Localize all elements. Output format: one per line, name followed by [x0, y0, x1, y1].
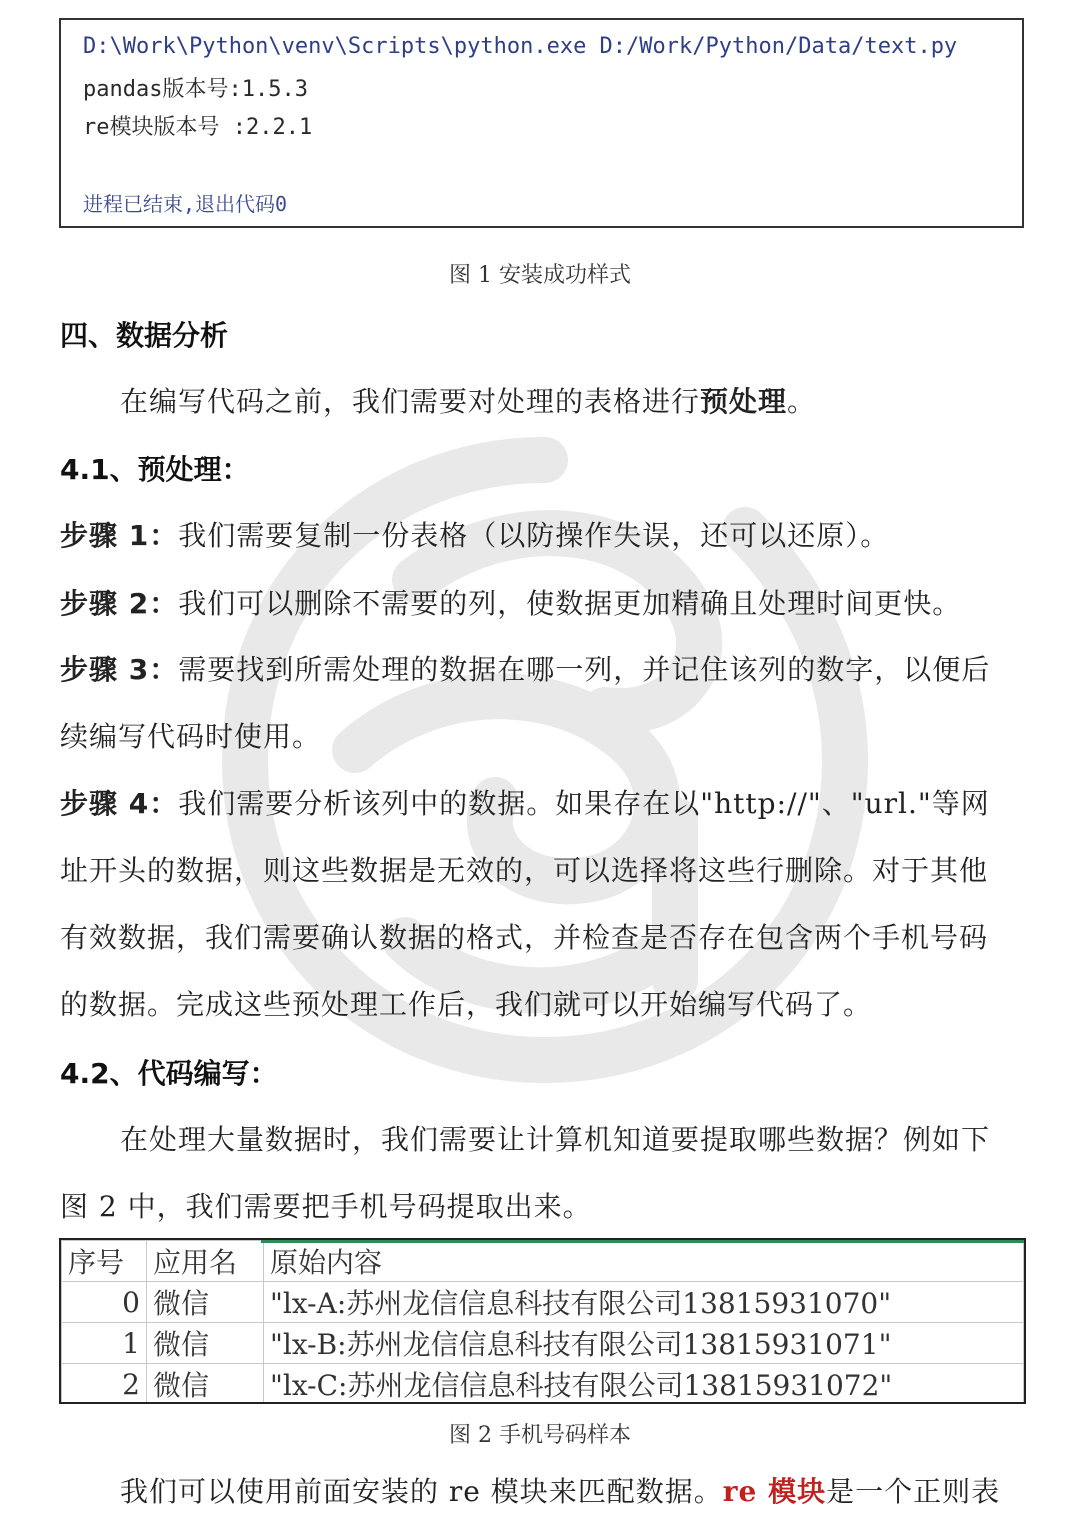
index-cell: 0	[62, 1282, 147, 1323]
step-4-line-3: 有效数据，我们需要确认数据的格式，并检查是否存在包含两个手机号码	[60, 921, 989, 954]
step-4-line-2: 址开头的数据，则这些数据是无效的，可以选择将这些行删除。对于其他	[60, 854, 989, 887]
raw-content-cell: "lx-C:苏州龙信信息科技有限公司13815931072"	[264, 1364, 1024, 1405]
step-label: 步骤 2：	[60, 587, 179, 620]
raw-content-cell: "lx-B:苏州龙信信息科技有限公司13815931071"	[264, 1323, 1024, 1364]
intro-text: 在编写代码之前，我们需要对处理的表格进行	[120, 385, 701, 418]
step-2	[60, 582, 1025, 622]
app-cell: 微信	[147, 1364, 264, 1405]
app-cell: 微信	[147, 1282, 264, 1323]
code-paragraph-line-2: 图 2 中，我们需要把手机号码提取出来。	[60, 1190, 592, 1223]
step-4-line-4: 的数据。完成这些预处理工作后，我们就可以开始编写代码了。	[60, 988, 873, 1021]
re-text-b: 是一个正则表	[826, 1475, 1001, 1508]
step-3-continued: 续编写代码时使用。	[60, 720, 322, 753]
phone-sample-table	[59, 1238, 1026, 1404]
header-cell: 应用名	[147, 1241, 264, 1282]
figure-1-caption: 图 1 安装成功样式	[449, 263, 631, 288]
subheading-4-1: 4.1、预处理：	[60, 453, 250, 486]
index-cell: 1	[62, 1323, 147, 1364]
intro-paragraph	[120, 380, 1080, 420]
section-heading: 四、数据分析	[60, 319, 229, 352]
step-4	[60, 782, 1025, 822]
intro-end: 。	[787, 385, 817, 418]
step-1	[60, 514, 1025, 554]
re-module-highlight: re 模块	[722, 1475, 827, 1508]
table-row	[62, 1282, 1024, 1323]
table-row	[62, 1364, 1024, 1405]
terminal-exit-code: 进程已结束,退出代码0	[83, 192, 288, 216]
header-cell: 序号	[62, 1241, 147, 1282]
table-header-rule	[261, 1240, 1026, 1243]
re-module-paragraph	[120, 1470, 1080, 1510]
step-text: 我们需要分析该列中的数据。如果存在以"http://"、"url."等网	[178, 787, 990, 820]
terminal-re-version: re模块版本号 :2.2.1	[83, 115, 313, 140]
terminal-pandas-version: pandas版本号:1.5.3	[83, 77, 308, 102]
terminal-command: D:\Work\Python\venv\Scripts\python.exe D:/Work/Python/Data/text.py	[83, 34, 958, 59]
header-cell: 原始内容	[264, 1241, 1024, 1282]
raw-content-cell: "lx-A:苏州龙信信息科技有限公司13815931070"	[264, 1282, 1024, 1323]
step-text: 我们需要复制一份表格（以防操作失误，还可以还原）。	[178, 519, 890, 552]
figure-2-caption: 图 2 手机号码样本	[449, 1423, 631, 1448]
code-paragraph-line-1: 在处理大量数据时，我们需要让计算机知道要提取哪些数据？例如下	[120, 1123, 991, 1156]
subheading-4-2: 4.2、代码编写：	[60, 1057, 278, 1090]
terminal-output	[59, 18, 1024, 228]
step-text: 需要找到所需处理的数据在哪一列，并记住该列的数字，以便后	[178, 653, 991, 686]
table-header-row	[62, 1241, 1024, 1282]
app-cell: 微信	[147, 1323, 264, 1364]
index-cell: 2	[62, 1364, 147, 1405]
step-label: 步骤 3：	[60, 653, 179, 686]
table-row	[62, 1323, 1024, 1364]
step-text: 我们可以删除不需要的列，使数据更加精确且处理时间更快。	[178, 587, 962, 620]
step-label: 步骤 4：	[60, 787, 179, 820]
step-3	[60, 648, 1025, 688]
intro-bold: 预处理	[700, 385, 788, 418]
step-label: 步骤 1：	[60, 519, 179, 552]
re-text-a: 我们可以使用前面安装的 re 模块来匹配数据。	[120, 1475, 723, 1508]
